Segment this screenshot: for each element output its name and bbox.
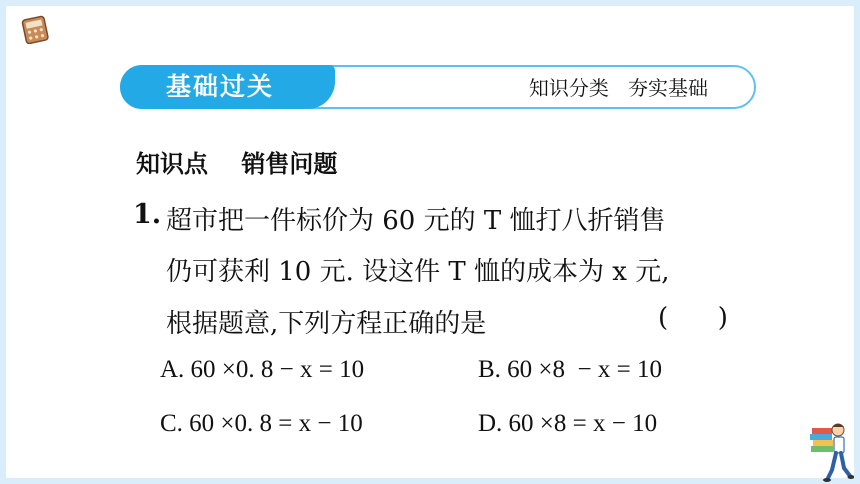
answer-bracket: ( ) <box>658 303 728 333</box>
knowledge-point-heading: 知识点 销售问题 <box>136 150 338 178</box>
slide <box>6 6 854 478</box>
banner-pill <box>120 65 335 109</box>
calculator-icon <box>20 14 50 44</box>
option-b: B. 60 ×8 − x = 10 <box>478 356 662 383</box>
section-banner <box>120 65 756 109</box>
banner-title: 基础过关 <box>165 72 274 101</box>
question-number: 1. <box>133 199 162 230</box>
question-line-1: 超市把一件标价为 60 元的 T 恤打八折销售 <box>166 206 666 236</box>
banner-subtitle: 知识分类 夯实基础 <box>528 76 708 100</box>
option-c: C. 60 ×0. 8 = x − 10 <box>160 410 363 437</box>
option-d: D. 60 ×8 = x − 10 <box>478 410 658 437</box>
kid-carrying-books-icon <box>806 420 854 484</box>
question-line-2: 仍可获利 10 元. 设这件 T 恤的成本为 x 元, <box>166 257 670 287</box>
option-a: A. 60 ×0. 8 − x = 10 <box>160 356 365 383</box>
question-line-3: 根据题意,下列方程正确的是 <box>166 309 487 339</box>
